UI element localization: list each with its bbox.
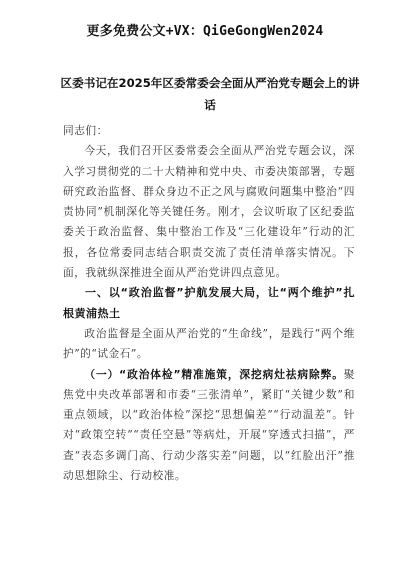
section-heading-1: 一、以“政治监督”护航发展大局，让“两个维护”扎根黄浦热土	[63, 286, 355, 320]
promo-banner: 更多免费公文+VX：QiGeGongWen2024	[86, 24, 324, 39]
subsection-paragraph-1	[63, 365, 355, 487]
salutation: 同志们：	[63, 124, 108, 137]
subsection-text-1: 聚焦党中央改革部署和市委“三张清单”，紧盯“关键少数”和重点领域，以“政治体检”深挖“思想偏差”“行动温差”。针对“政策空转”“责任空悬”等病灶，开展“穿透式扫描”，严查“表态多调门高、行动少落实差”问题，以“红脸出汗”推动思想除尘、行动校准。	[63, 367, 355, 483]
section-paragraph-1: 政治监督是全面从严治党的“生命线”，是践行“两个维护”的“试金石”。	[63, 326, 355, 361]
document-title: 区委书记在2025年区委常委会全面从严治党专题会上的讲话	[60, 76, 360, 112]
subsection-heading-1: （一）“政治体检”精准施策，深挖病灶祛病除弊。	[84, 367, 344, 381]
opening-paragraph: 今天，我们召开区委常委会全面从严治党专题会议，深入学习贯彻党的二十大精神和党中央、市委决策部署，专题研究政治监督、群众身边不正之风与腐败问题集中整治“四责协同”机制深化等关键任务。刚才，会议听取了区纪委监委关于政治监督、集中整治工作及“三化建设年”行动的汇报，各位常委同志结合职责交流了责任清单落实情况。下面，我就纵深推进全面从严治党讲四点意见。	[63, 144, 355, 280]
document-body	[63, 121, 355, 486]
